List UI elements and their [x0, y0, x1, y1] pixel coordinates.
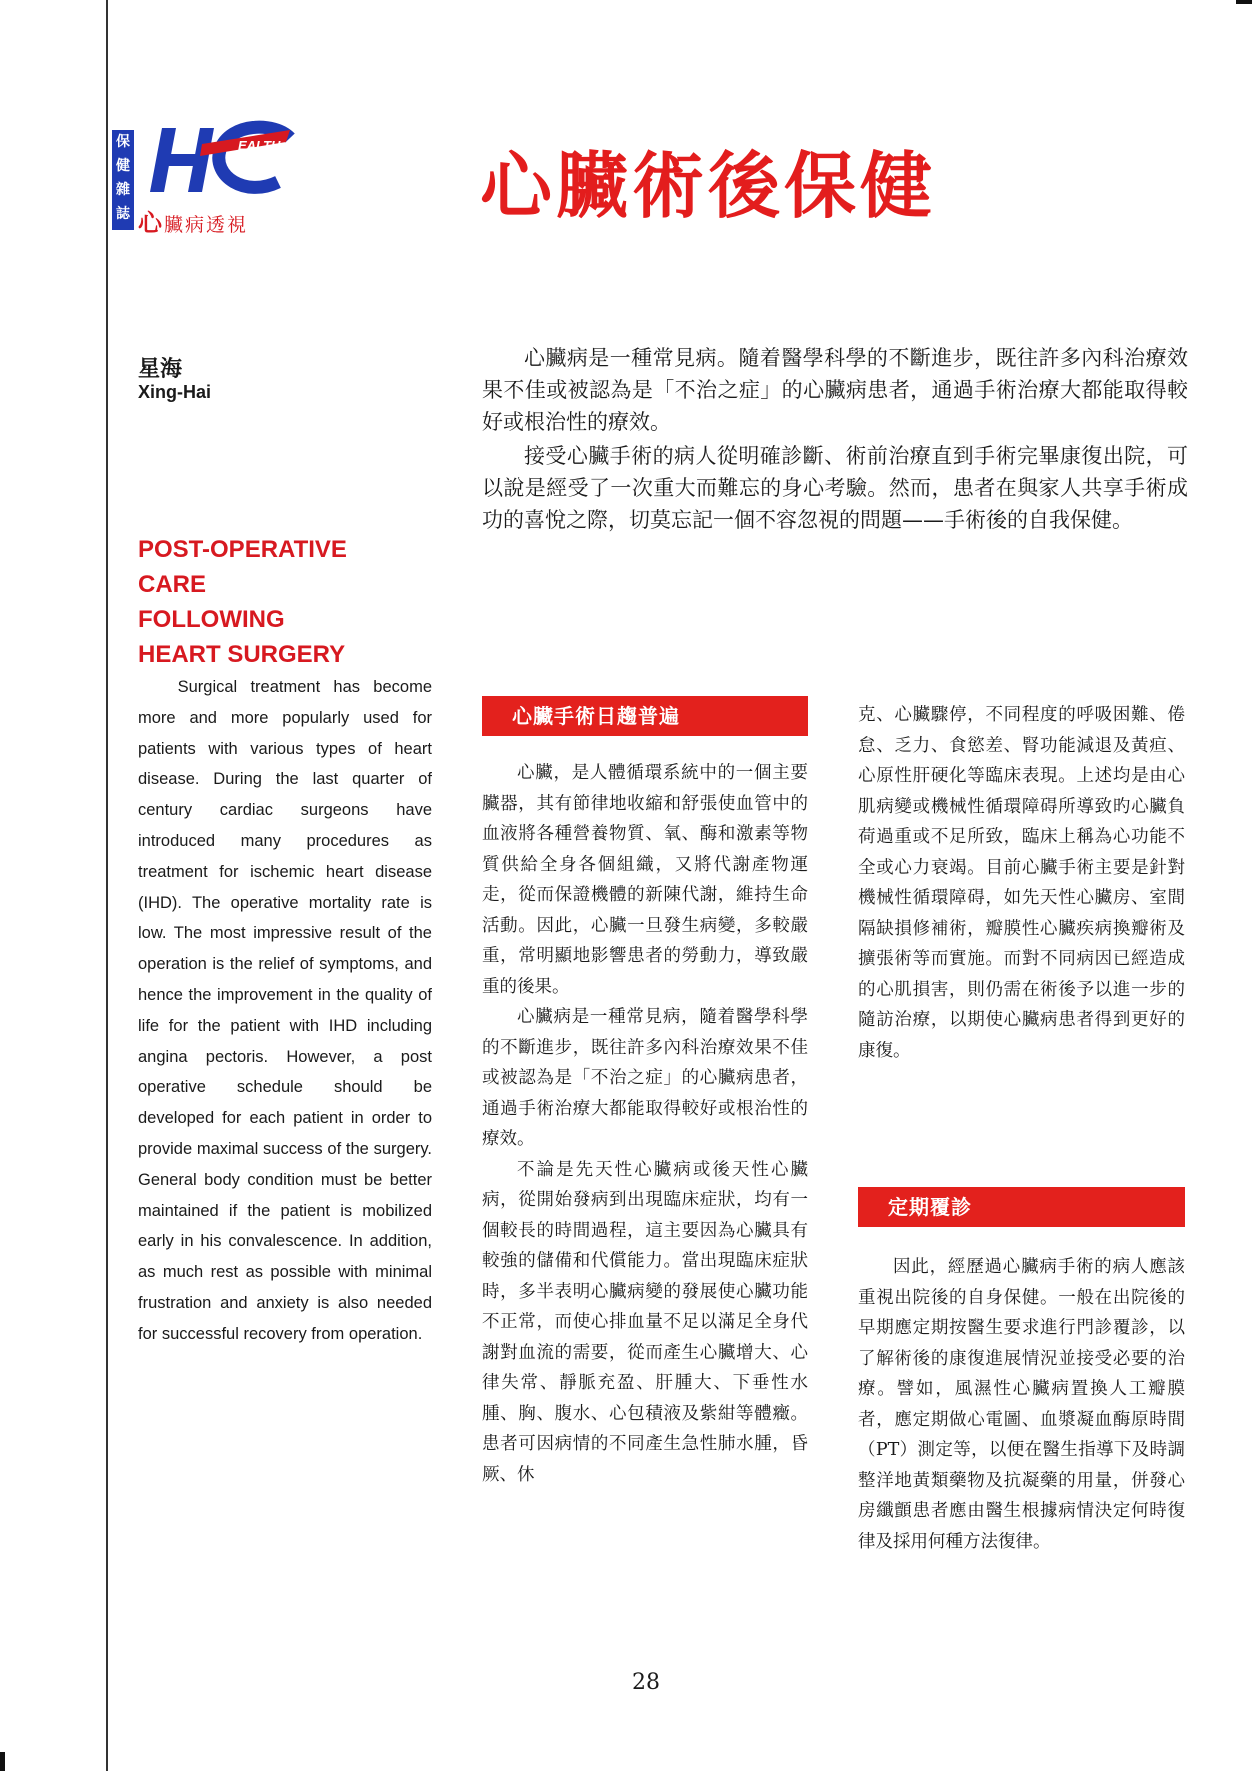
logo-char: 誌: [116, 206, 130, 222]
english-abstract-text: Surgical treatment has become more and more popularly used for patients with various types of heart disease. During the last quarter of century cardiac surgeons have introduced many procedures as treatment for ischemic heart disease (IHD). The operative mortality rate is low. The most impressive result of the operation is the relief of symptoms, and hence the improvement in the quality of life for the patient with IHD including angina pectoris. However, a post operative schedule should be developed for each patient in order to provide maximal success of the surgery. General body condition must be better maintained if the patient is mobilized early in his convalescence. In addition, as much rest as possible with minimal frustration and anxiety is also needed for successful recovery from operation.: [138, 678, 432, 1343]
english-title-line: POST-OPERATIVE: [138, 536, 347, 563]
column-title: [138, 203, 248, 238]
logo-char: 保: [116, 134, 130, 150]
crop-mark: [0, 1752, 5, 1771]
section-heading: 定期覆診: [858, 1187, 1185, 1227]
body-paragraph: 因此，經歷過心臟病手術的病人應該重視出院後的自身保健。一般在出院後的早期應定期按醫生要求進行門診覆診，以了解術後的康復進展情況並接受必要的治療。譬如，風濕性心臟病置換人工瓣膜者，應定期做心電圖、血漿凝血酶原時間（PT）測定等，以便在醫生指導下及時調整洋地黃類藥物及抗凝藥的用量，併發心房纖顫患者應由醫生根據病情決定何時復律及採用何種方法復律。: [858, 1257, 1185, 1552]
margin-rule: [106, 0, 108, 1771]
author-name-english: Xing-Hai: [138, 382, 212, 402]
article-title: 心臟術後保健: [480, 143, 937, 228]
english-title-line: CARE FOLLOWING: [138, 571, 285, 633]
body-paragraph: 心臟，是人體循環系統中的一個主要臟器，其有節律地收縮和舒張使血管中的血液將各種營養物質、氧、酶和激素等物質供給全身各個組織，又將代謝產物運走，從而保證機體的新陳代謝，維持生命活動。因此，心臟一旦發生病變，多較嚴重，常明顯地影響患者的勞動力，導致嚴重的後果。: [482, 763, 808, 997]
body-paragraph: 不論是先天性心臟病或後天性心臟病，從開始發病到出現臨床症狀，均有一個較長的時間過程，這主要因為心臟具有較強的儲備和代償能力。當出現臨床症狀時，多半表明心臟病變的發展使心臟功能不正常，而使心排血量不足以滿足全身代謝對血流的需要，從而產生心臟增大、心律失常、靜脈充盈、肝腫大、下垂性水腫、胸、腹水、心包積液及紫紺等體癥。患者可因病情的不同產生急性肺水腫，昏厥、休: [482, 1159, 808, 1485]
author-name-chinese: 星海: [138, 357, 183, 382]
page-number: 28: [632, 1670, 660, 1695]
logo-mark-text: EALTH ARE: [238, 138, 311, 153]
body-column-right: [858, 700, 1185, 1066]
crop-mark: [1236, 0, 1252, 4]
logo-char: 雜: [116, 182, 130, 198]
column-title-rest: 臟病透視: [164, 214, 249, 236]
article-intro: [482, 342, 1188, 538]
body-paragraph-continued: 克、心臟驟停，不同程度的呼吸困難、倦怠、乏力、食慾差、腎功能減退及黃疸、心原性肝硬化等臨床表現。上述均是由心肌病變或機械性循環障碍所導致旳心臟負荷過重或不足所致，臨床上稱為心功能不全或心力衰竭。目前心臟手術主要是針對機械性循環障碍，如先天性心臟房、室間隔缺損修補術，瓣膜性心臟疾病換瓣術及擴張術等而實施。而對不同病因已經造成的心肌損害，則仍需在術後予以進一步的隨訪治療，以期使心臟病患者得到更好的康復。: [858, 705, 1185, 1061]
body-column-right-lower: [858, 1252, 1185, 1557]
english-title-line: HEART SURGERY: [138, 641, 346, 668]
intro-paragraph: 接受心臟手術的病人從明確診斷、術前治療直到手術完畢康復出院，可以說是經受了一次重大而難忘的身心考驗。然而，患者在與家人共享手術成功的喜悅之際，切莫忘記一個不容忽視的問題——手術後的自我保健。: [482, 444, 1188, 532]
english-abstract: [138, 672, 432, 1350]
healthcare-logo: [140, 120, 311, 200]
section-heading: 心臟手術日趨普遍: [482, 696, 808, 736]
body-paragraph: 心臟病是一種常見病，隨着醫學科學的不斷進步，既往許多內科治療效果不佳或被認為是「不治之症」的心臟病患者，通過手術治療大都能取得較好或根治性的療效。: [482, 1007, 808, 1149]
logo-char: 健: [116, 158, 130, 174]
english-title: [138, 532, 358, 672]
intro-paragraph: 心臟病是一種常見病。隨着醫學科學的不斷進步，既往許多內科治療效果不佳或被認為是「不治之症」的心臟病患者，通過手術治療大都能取得較好或根治性的療效。: [482, 346, 1188, 434]
column-title-first-char: 心: [138, 209, 164, 237]
body-column-middle: [482, 758, 808, 1490]
magazine-vertical-label: [112, 130, 134, 230]
